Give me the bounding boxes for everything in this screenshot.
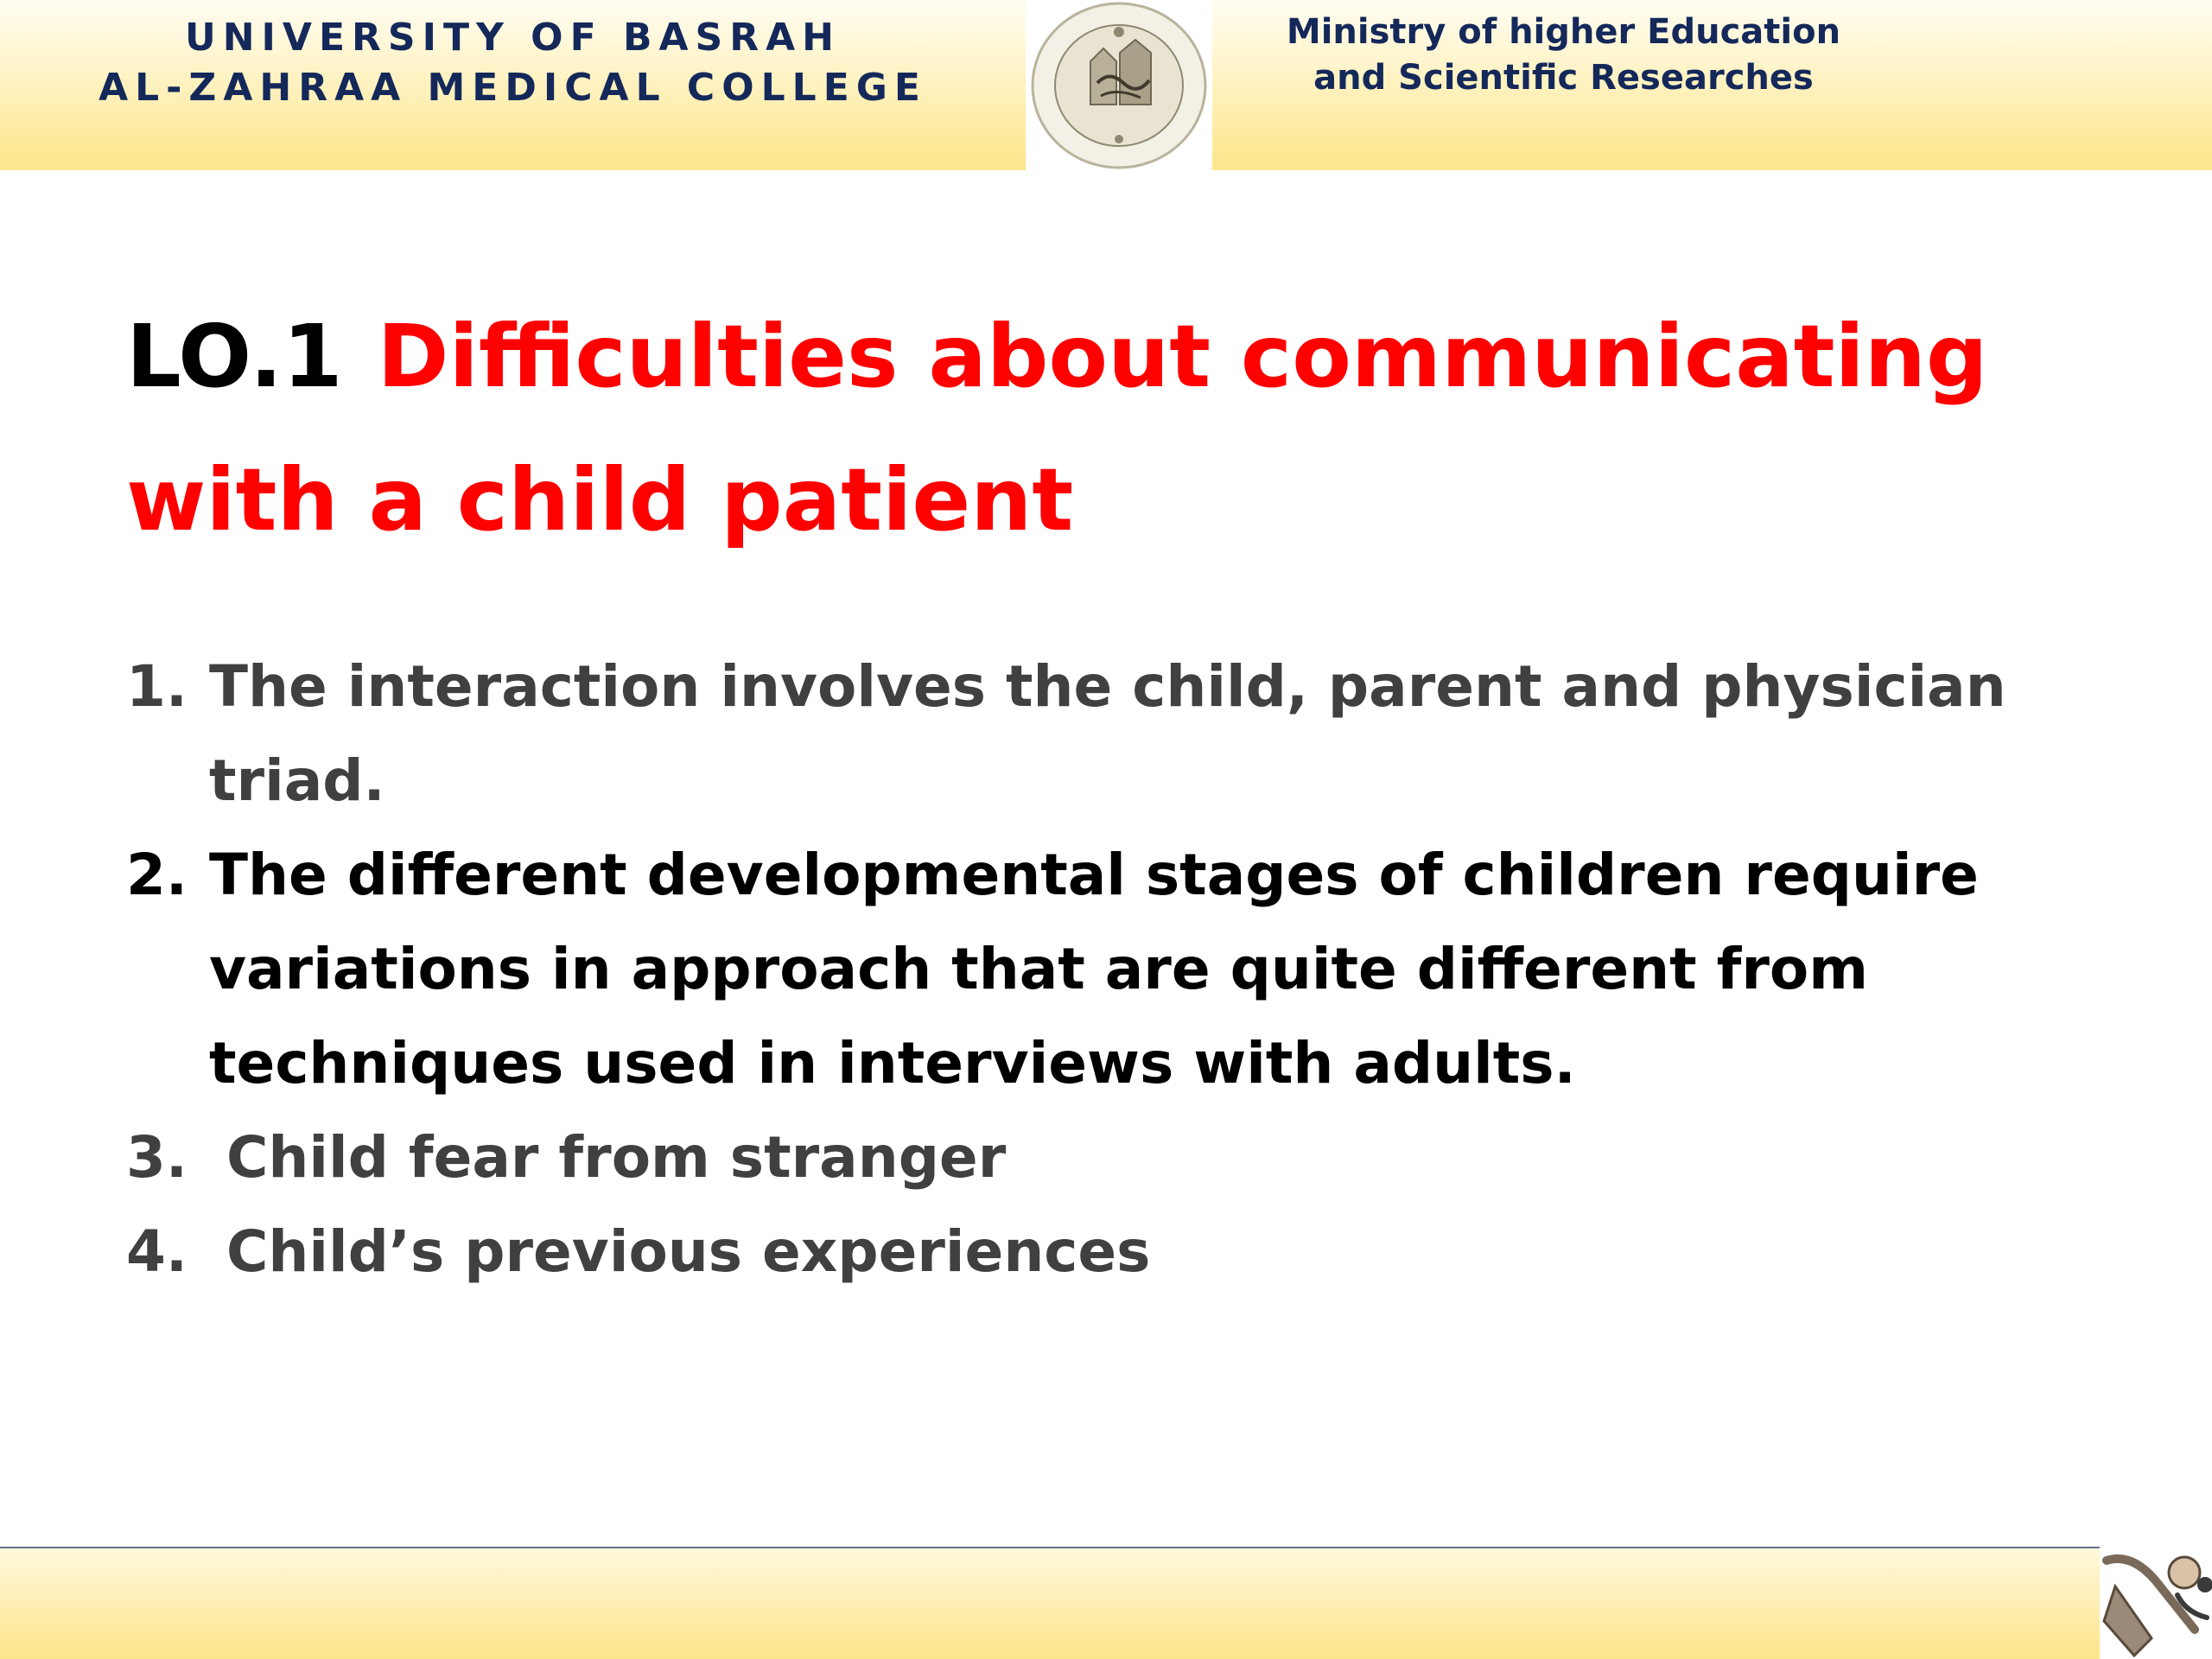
header-left-band	[0, 0, 1026, 170]
slide-title	[126, 285, 2113, 572]
title-line-2: with a child patient	[126, 449, 1074, 550]
header-right-band	[1212, 0, 2212, 170]
list-item-text: The different developmental stages of children require variations in approach that are quite different from techniques used in interviews with adults.	[209, 842, 1979, 1096]
list-item	[126, 639, 2070, 828]
stethoscope-icon	[2100, 1535, 2212, 1659]
list-item-number: 4.	[126, 1218, 188, 1285]
university-name: UNIVERSITY OF BASRAH	[185, 16, 841, 60]
list-item-text: Child fear from stranger	[226, 1124, 1007, 1191]
ministry-name-line1: Ministry of higher Education	[1286, 12, 1841, 52]
list-item	[126, 1110, 2070, 1205]
list-item-number: 2.	[126, 842, 188, 908]
title-line-1: Difficulties about communicating	[377, 306, 1988, 407]
college-name: AL-ZAHRAA MEDICAL COLLEGE	[99, 66, 927, 110]
difficulties-list	[126, 639, 2070, 1299]
list-item-text: The interaction involves the child, parent and physician triad.	[209, 653, 2006, 814]
footer-band	[0, 1547, 2100, 1659]
list-item-number: 3.	[126, 1124, 188, 1191]
ministry-name-line2: and Scientific Researches	[1313, 58, 1814, 98]
list-item-text: Child’s previous experiences	[226, 1218, 1151, 1285]
footer-corner-image	[2100, 1535, 2212, 1659]
learning-objective-label: LO.1	[126, 306, 343, 407]
list-item	[126, 828, 2070, 1110]
list-item	[126, 1205, 2070, 1299]
list-item-number: 1.	[126, 653, 188, 720]
